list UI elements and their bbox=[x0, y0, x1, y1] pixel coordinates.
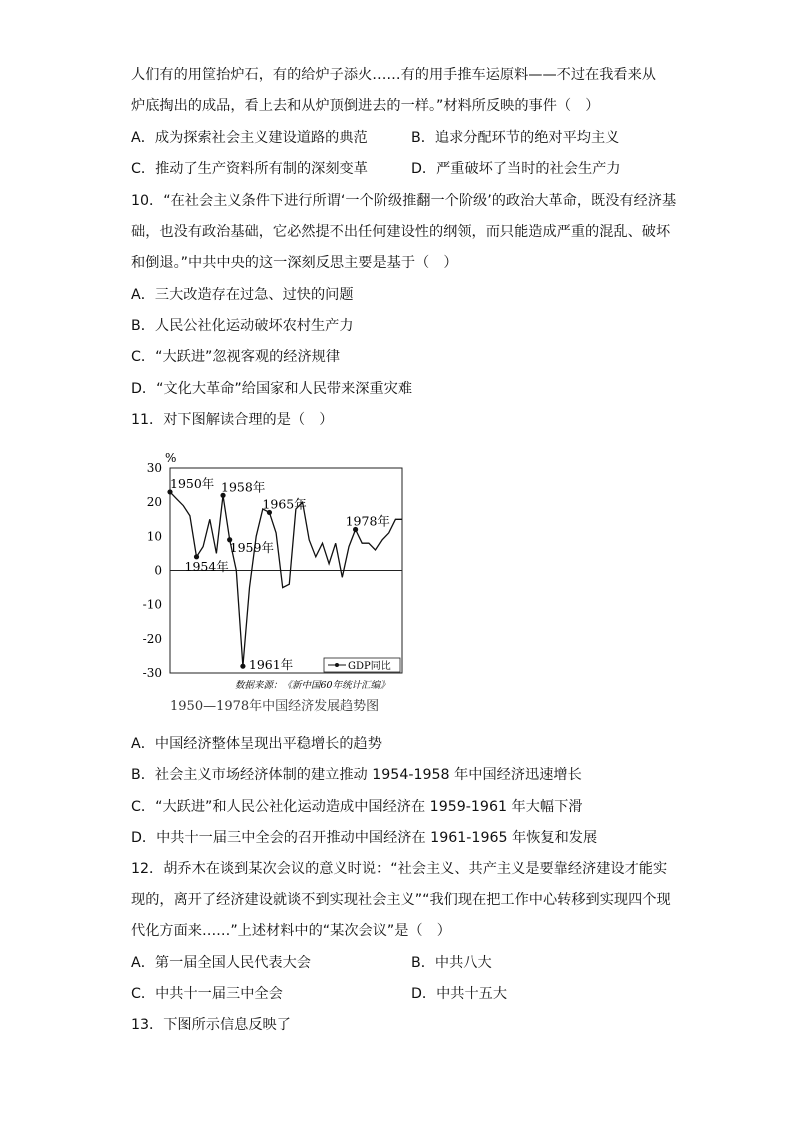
y-tick-label: 20 bbox=[146, 495, 162, 510]
annotation-label-1959: 1959年 bbox=[229, 539, 274, 555]
annotation-label-1950: 1950年 bbox=[170, 475, 215, 491]
q9-text-line-1: 人们有的用筐抬炉石，有的给炉子添火……有的用手推车运原料——不过在我看来从 bbox=[131, 67, 656, 83]
q9-text-line-2: 炉底掏出的成品，看上去和从炉顶倒进去的一样。”材料所反映的事件（ ） bbox=[131, 98, 600, 114]
q10-option-d[interactable]: D．“文化大革命”给国家和人民带来深重灾难 bbox=[131, 381, 413, 397]
q9-option-c[interactable]: C．推动了生产资料所有制的深刻变革 bbox=[131, 161, 368, 177]
legend-label: GDP同比 bbox=[348, 661, 391, 672]
q12-text-line-2: 现的，离开了经济建设就谈不到实现社会主义”“我们现在把工作中心转移到实现四个现 bbox=[131, 892, 671, 908]
q10-text-line-1: 10．“在社会主义条件下进行所谓‘一个阶级推翻一个阶级’的政治大革命，既没有经济基 bbox=[131, 193, 677, 209]
y-tick-label: 0 bbox=[154, 563, 162, 578]
q10-option-b[interactable]: B．人民公社化运动破坏农村生产力 bbox=[131, 318, 354, 334]
chart-legend bbox=[324, 658, 400, 672]
q10-text-line-3: 和倒退。”中共中央的这一深刻反思主要是基于（ ） bbox=[131, 255, 458, 271]
chart-source: 数据来源：《新中国60年统计汇编》 bbox=[235, 680, 390, 691]
q12-option-d[interactable]: D．中共十五大 bbox=[411, 986, 508, 1002]
q11-option-d[interactable]: D．中共十一届三中全会的召开推动中国经济在 1961-1965 年恢复和发展 bbox=[131, 830, 598, 846]
annotation-marker-1961 bbox=[240, 664, 245, 669]
q11-option-b[interactable]: B．社会主义市场经济体制的建立推动 1954-1958 年中国经济迅速增长 bbox=[131, 767, 582, 783]
q11-stem: 11．对下图解读合理的是（ ） bbox=[131, 412, 334, 428]
q12-text-line-3: 代化方面来……”上述材料中的“某次会议”是（ ） bbox=[131, 923, 451, 939]
annotation-label-1954: 1954年 bbox=[184, 558, 229, 574]
gdp-trend-chart bbox=[140, 448, 430, 718]
q10-text-line-2: 础，也没有政治基础，它必然提不出任何建设性的纲领，而只能造成严重的混乱、破坏 bbox=[131, 224, 671, 240]
annotation-label-1958: 1958年 bbox=[221, 479, 266, 495]
q11-option-a[interactable]: A．中国经济整体呈现出平稳增长的趋势 bbox=[131, 736, 382, 752]
q9-option-a[interactable]: A．成为探索社会主义建设道路的典范 bbox=[131, 130, 368, 146]
q10-option-a[interactable]: A．三大改造存在过急、过快的问题 bbox=[131, 287, 354, 303]
q9-option-d[interactable]: D．严重破坏了当时的社会生产力 bbox=[411, 161, 621, 177]
q9-option-b[interactable]: B．追求分配环节的绝对平均主义 bbox=[411, 130, 620, 146]
q10-option-c[interactable]: C．“大跃进”忽视客观的经济规律 bbox=[131, 349, 341, 365]
q12-option-b[interactable]: B．中共八大 bbox=[411, 955, 492, 971]
annotation-label-1978: 1978年 bbox=[345, 513, 390, 529]
y-tick-label: -10 bbox=[142, 597, 162, 612]
chart-title: 1950—1978年中国经济发展趋势图 bbox=[170, 699, 380, 714]
q12-text-line-1: 12．胡乔木在谈到某次会议的意义时说：“社会主义、共产主义是要靠经济建设才能实 bbox=[131, 861, 668, 877]
annotation-markers bbox=[167, 476, 390, 672]
chart-y-unit: % bbox=[165, 451, 177, 465]
q12-option-c[interactable]: C．中共十一届三中全会 bbox=[131, 986, 283, 1002]
q13-stem: 13．下图所示信息反映了 bbox=[131, 1017, 291, 1033]
q11-option-c[interactable]: C．“大跃进”和人民公社化运动造成中国经济在 1959-1961 年大幅下滑 bbox=[131, 799, 583, 815]
annotation-label-1965: 1965年 bbox=[262, 496, 307, 512]
annotation-label-1961: 1961年 bbox=[248, 657, 294, 673]
legend-marker-symbol bbox=[335, 663, 339, 667]
y-tick-label: -20 bbox=[142, 631, 162, 646]
q12-option-a[interactable]: A．第一届全国人民代表大会 bbox=[131, 955, 311, 971]
y-tick-label: 10 bbox=[146, 529, 162, 544]
y-tick-labels bbox=[143, 461, 162, 680]
y-tick-label: -30 bbox=[142, 666, 162, 680]
y-tick-label: 30 bbox=[146, 461, 162, 475]
